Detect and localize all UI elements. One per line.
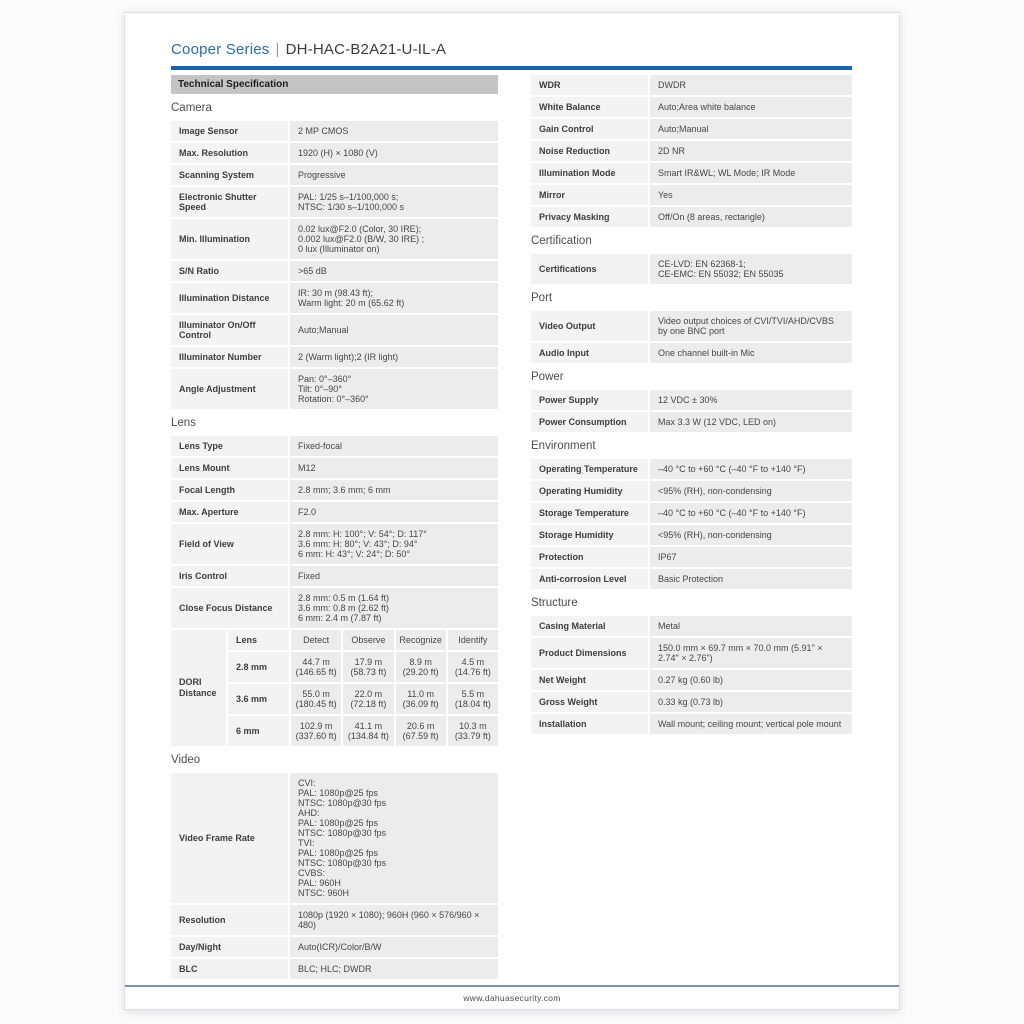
spec-label: BLC [171,959,288,979]
dori-header-cell: Detect [291,630,341,650]
spec-value [650,692,852,712]
spec-row-max-aperture [171,502,498,522]
spec-label: Anti-corrosion Level [531,569,648,589]
spec-row-min-illumination [171,219,498,259]
dori-value-line: (33.79 ft) [454,731,491,741]
dori-value-line: 17.9 m [354,657,383,667]
section-title-certification: Certification [531,235,592,247]
spec-value-line: One channel built-in Mic [658,348,755,358]
section-title-lens: Lens [171,417,196,429]
spec-label: Storage Temperature [531,503,648,523]
spec-label: Casing Material [531,616,648,636]
spec-value [290,315,498,345]
spec-row-wdr [531,75,852,95]
dori-header-cell: Observe [343,630,393,650]
spec-value [650,254,852,284]
spec-value [650,390,852,410]
spec-label: Operating Humidity [531,481,648,501]
spec-value-line: Fixed [298,571,321,581]
dori-value-line: (72.18 ft) [350,699,387,709]
spec-value-line: Auto;Manual [298,325,349,335]
section-title-environment: Environment [531,440,596,452]
spec-label: Illuminator On/Off Control [171,315,288,345]
left-sections [171,102,498,979]
dori-value-line: (146.65 ft) [295,667,337,677]
spec-value [290,773,498,903]
spec-row-mirror [531,185,852,205]
spec-value-line: 0.33 kg (0.73 lb) [658,697,724,707]
spec-label: Max. Aperture [171,502,288,522]
spec-value [650,616,852,636]
spec-label: WDR [531,75,648,95]
dori-value-cell [343,652,393,682]
spec-label: Certifications [531,254,648,284]
spec-label: Close Focus Distance [171,588,288,628]
spec-value-line: 6 mm: 2.4 m (7.87 ft) [298,613,382,623]
spec-value [290,369,498,409]
spec-row-video-frame-rate [171,773,498,903]
spec-value-line: 0.02 lux@F2.0 (Color, 30 IRE); [298,224,422,234]
spec-value [290,436,498,456]
spec-label: Day/Night [171,937,288,957]
spec-label: Lens Mount [171,458,288,478]
dori-label-line: DORI [179,677,202,687]
dori-value-cell [343,716,393,746]
spec-row-max-resolution [171,143,498,163]
dori-label-line: Distance [179,688,217,698]
dori-value-line: (58.73 ft) [350,667,387,677]
doc-footer [125,985,899,1003]
spec-value-line: Max 3.3 W (12 VDC, LED on) [658,417,777,427]
dori-value-line: 102.9 m [299,721,333,731]
section-title-video: Video [171,754,201,766]
dori-header-cell: Lens [228,630,289,650]
spec-value [650,638,852,668]
spec-value [290,143,498,163]
dori-distance-table [171,630,498,746]
spec-value-line: M12 [298,463,316,473]
spec-row-focal-length [171,480,498,500]
spec-row-operating-temperature [531,459,852,479]
spec-row-product-dimensions [531,638,852,668]
spec-row-lens-type [171,436,498,456]
dori-value-line: 44.7 m [302,657,330,667]
spec-label: Iris Control [171,566,288,586]
spec-label: Video Frame Rate [171,773,288,903]
spec-value-line: Yes [658,190,673,200]
spec-value [650,503,852,523]
dori-value-line: 8.9 m [409,657,432,667]
spec-value [650,75,852,95]
spec-value-line: PAL: 1080p@25 fps [298,848,379,858]
spec-value [290,121,498,141]
spec-label: Field of View [171,524,288,564]
spec-label: Image Sensor [171,121,288,141]
spec-row-audio-input [531,343,852,363]
spec-value [650,670,852,690]
spec-table [531,311,852,363]
spec-value-line: 2 MP CMOS [298,126,349,136]
spec-value [650,459,852,479]
spec-table [531,616,852,734]
dori-label [171,630,226,746]
spec-value-line: CE-LVD: EN 62368-1; [658,259,746,269]
spec-row-resolution [171,905,498,935]
spec-value-line: 6 mm: H: 43°; V: 24°; D: 50° [298,549,411,559]
spec-label: Storage Humidity [531,525,648,545]
dori-value-line: 5.5 m [461,689,485,699]
dori-value-line: (29.20 ft) [402,667,439,677]
dori-value-line: 10.3 m [459,721,487,731]
spec-value [650,207,852,227]
spec-row-operating-humidity [531,481,852,501]
dori-value-cell [396,684,446,714]
spec-value-line: NTSC: 960H [298,888,350,898]
spec-value-line: <95% (RH), non-condensing [658,486,772,496]
spec-row-protection [531,547,852,567]
dori-value-cell [291,716,341,746]
spec-value-line: 0 lux (Illuminator on) [298,244,380,254]
dori-value-line: 20.6 m [406,721,435,731]
spec-label: Operating Temperature [531,459,648,479]
section-title-port: Port [531,292,553,304]
spec-row-power-consumption [531,412,852,432]
spec-value-line: PAL: 1/25 s–1/100,000 s; [298,192,399,202]
dori-lens-cell: 6 mm [228,716,289,746]
spec-row-noise-reduction [531,141,852,161]
spec-row-video-output [531,311,852,341]
dori-value-line: (337.60 ft) [295,731,337,741]
spec-value [650,141,852,161]
spec-label: S/N Ratio [171,261,288,281]
spec-value [290,165,498,185]
spec-value-line: 1080p (1920 × 1080); 960H (960 × 576/960 × 480) [298,910,480,930]
spec-value-line: 12 VDC ± 30% [658,395,718,405]
spec-label: Video Output [531,311,648,341]
section-title-power: Power [531,371,564,383]
spec-row-iris-control [171,566,498,586]
dori-value-cell [448,652,498,682]
spec-value-line: IP67 [658,552,677,562]
spec-row-anti-corrosion-level [531,569,852,589]
spec-label: Protection [531,547,648,567]
spec-value-line: NTSC: 1080p@30 fps [298,828,387,838]
spec-value-line: Smart IR&WL; WL Mode; IR Mode [658,168,796,178]
spec-value-line: Off/On (8 areas, rectangle) [658,212,765,222]
dori-value-line: 55.0 m [302,689,330,699]
dori-value-cell [396,716,446,746]
dori-grid [228,630,498,746]
spec-value-line: 3.6 mm: H: 80°; V: 43°; D: 94° [298,539,418,549]
spec-value-line: 2.8 mm: H: 100°; V: 54°; D: 117° [298,529,427,539]
dori-value-line: (14.76 ft) [454,667,491,677]
spec-value-line: CVI: [298,778,316,788]
spec-label: Gain Control [531,119,648,139]
spec-value [290,566,498,586]
spec-row-electronic-shutter-speed [171,187,498,217]
page-title [171,41,852,59]
dori-value-line: (180.45 ft) [295,699,337,709]
spec-row-illumination-mode [531,163,852,183]
spec-value-line: F2.0 [298,507,317,517]
spec-row-illumination-distance [171,283,498,313]
spec-table [531,75,852,227]
spec-value-line: Warm light: 20 m (65.62 ft) [298,298,405,308]
technical-specification-bar: Technical Specification [171,75,498,94]
spec-row-storage-humidity [531,525,852,545]
spec-label: Min. Illumination [171,219,288,259]
spec-value-line: –40 °C to +60 °C (–40 °F to +140 °F) [658,508,806,518]
spec-columns [125,70,899,979]
spec-label: Lens Type [171,436,288,456]
spec-label: Product Dimensions [531,638,648,668]
spec-value [290,905,498,935]
spec-value-line: Auto(ICR)/Color/B/W [298,942,382,952]
right-column [531,75,852,979]
spec-value-line: NTSC: 1080p@30 fps [298,798,387,808]
spec-row-net-weight [531,670,852,690]
dori-header-cell: Identify [448,630,498,650]
spec-value [290,347,498,367]
spec-value [650,714,852,734]
spec-value [290,937,498,957]
spec-value-line: CE-EMC: EN 55032; EN 55035 [658,269,784,279]
spec-value-line: PAL: 1080p@25 fps [298,818,379,828]
spec-value-line: 2 (Warm light);2 (IR light) [298,352,399,362]
spec-table [531,390,852,432]
dori-value-line: (36.09 ft) [402,699,439,709]
spec-label: Net Weight [531,670,648,690]
footer-rule [125,985,899,987]
spec-row-blc [171,959,498,979]
spec-label: Audio Input [531,343,648,363]
section-title-camera: Camera [171,102,212,114]
left-column [171,75,498,979]
spec-label: Illumination Mode [531,163,648,183]
spec-label: Noise Reduction [531,141,648,161]
spec-value-line: 150.0 mm × 69.7 mm × 70.0 mm (5.91" × 2.74" × 2.76") [658,643,823,663]
dori-lens-cell: 2.8 mm [228,652,289,682]
spec-row-image-sensor [171,121,498,141]
spec-value [650,185,852,205]
spec-value-line: Wall mount; ceiling mount; vertical pole mount [658,719,842,729]
spec-value-line: BLC; HLC; DWDR [298,964,372,974]
spec-value [290,524,498,564]
spec-value [290,187,498,217]
spec-row-power-supply [531,390,852,410]
spec-value-line: 1920 (H) × 1080 (V) [298,148,378,158]
spec-value [650,343,852,363]
spec-label: Max. Resolution [171,143,288,163]
spec-value [290,959,498,979]
spec-value [290,283,498,313]
dori-value-line: 4.5 m [461,657,485,667]
dori-value-cell [448,716,498,746]
spec-value [650,97,852,117]
spec-table [171,436,498,628]
right-sections [531,75,852,734]
spec-row-casing-material [531,616,852,636]
spec-table [531,459,852,589]
spec-value-line: Auto;Manual [658,124,709,134]
spec-value [650,119,852,139]
spec-value [650,525,852,545]
spec-label: Power Supply [531,390,648,410]
spec-label: Power Consumption [531,412,648,432]
spec-value-line: Metal [658,621,681,631]
spec-value [650,547,852,567]
spec-label: Scanning System [171,165,288,185]
spec-row-gross-weight [531,692,852,712]
spec-value-line: –40 °C to +60 °C (–40 °F to +140 °F) [658,464,806,474]
dori-value-cell [291,684,341,714]
spec-label: Illumination Distance [171,283,288,313]
spec-value [290,502,498,522]
dori-value-line: 11.0 m [407,689,435,699]
spec-label: Installation [531,714,648,734]
dori-value-line: (18.04 ft) [454,699,491,709]
spec-value-line: Progressive [298,170,346,180]
spec-label: Resolution [171,905,288,935]
doc-header [125,13,899,70]
section-title-structure: Structure [531,597,578,609]
spec-value [290,480,498,500]
spec-value-line: NTSC: 1080p@30 fps [298,858,387,868]
spec-row-angle-adjustment [171,369,498,409]
spec-row-close-focus-distance [171,588,498,628]
spec-value-line: Auto;Area white balance [658,102,756,112]
spec-value-line: >65 dB [298,266,327,276]
spec-label: Privacy Masking [531,207,648,227]
footer-url: www.dahuasecurity.com [463,993,561,1003]
spec-label: Mirror [531,185,648,205]
spec-value-line: NTSC: 1/30 s–1/100,000 s [298,202,405,212]
spec-row-white-balance [531,97,852,117]
spec-value-line: Fixed-focal [298,441,343,451]
spec-value [290,219,498,259]
dori-value-cell [343,684,393,714]
spec-label: Angle Adjustment [171,369,288,409]
datasheet-page [124,12,900,1010]
spec-value [290,588,498,628]
spec-value-line: CVBS: [298,868,326,878]
spec-value [650,311,852,341]
series-title: Cooper Series [171,41,270,58]
spec-row-s-n-ratio [171,261,498,281]
spec-value-line: PAL: 1080p@25 fps [298,788,379,798]
dori-lens-cell: 3.6 mm [228,684,289,714]
spec-value-line: IR: 30 m (98.43 ft); [298,288,374,298]
spec-table [531,254,852,284]
spec-row-lens-mount [171,458,498,478]
spec-label: Illuminator Number [171,347,288,367]
spec-value-line: <95% (RH), non-condensing [658,530,772,540]
dori-value-line: (134.84 ft) [347,731,389,741]
spec-row-field-of-view [171,524,498,564]
dori-value-line: 22.0 m [354,689,383,699]
spec-label: Focal Length [171,480,288,500]
spec-value [650,412,852,432]
spec-label: Gross Weight [531,692,648,712]
spec-value-line: Pan: 0°–360° [298,374,352,384]
spec-value-line: 2.8 mm; 3.6 mm; 6 mm [298,485,391,495]
spec-value-line: Basic Protection [658,574,724,584]
spec-value-line: 3.6 mm: 0.8 m (2.62 ft) [298,603,390,613]
spec-row-storage-temperature [531,503,852,523]
spec-label: Electronic Shutter Speed [171,187,288,217]
spec-table [171,773,498,979]
title-separator: | [275,41,280,58]
spec-row-installation [531,714,852,734]
spec-row-day-night [171,937,498,957]
spec-table [171,121,498,409]
spec-value-line: TVI: [298,838,315,848]
spec-value-line: DWDR [658,80,686,90]
spec-value-line: Tilt: 0°–90° [298,384,342,394]
spec-value [290,261,498,281]
spec-row-illuminator-number [171,347,498,367]
spec-value-line: PAL: 960H [298,878,341,888]
dori-value-cell [396,652,446,682]
spec-value-line: Video output choices of CVI/TVI/AHD/CVBS by one BNC port [658,316,834,336]
spec-value [650,569,852,589]
spec-row-privacy-masking [531,207,852,227]
spec-row-gain-control [531,119,852,139]
spec-row-illuminator-on-off-control [171,315,498,345]
spec-value-line: 0.27 kg (0.60 lb) [658,675,724,685]
spec-value-line: 0.002 lux@F2.0 (B/W, 30 IRE) ; [298,234,425,244]
spec-value-line: 2.8 mm: 0.5 m (1.64 ft) [298,593,390,603]
spec-value-line: AHD: [298,808,320,818]
dori-value-line: (67.59 ft) [402,731,439,741]
dori-value-cell [291,652,341,682]
spec-value-line: Rotation: 0°–360° [298,394,369,404]
spec-row-scanning-system [171,165,498,185]
dori-value-line: 41.1 m [354,721,383,731]
spec-value [650,481,852,501]
dori-header-cell: Recognize [396,630,446,650]
spec-label: White Balance [531,97,648,117]
spec-value [290,458,498,478]
dori-value-cell [448,684,498,714]
spec-value-line: 2D NR [658,146,686,156]
model-number: DH-HAC-B2A21-U-IL-A [285,41,447,58]
spec-value [650,163,852,183]
spec-row-certifications [531,254,852,284]
